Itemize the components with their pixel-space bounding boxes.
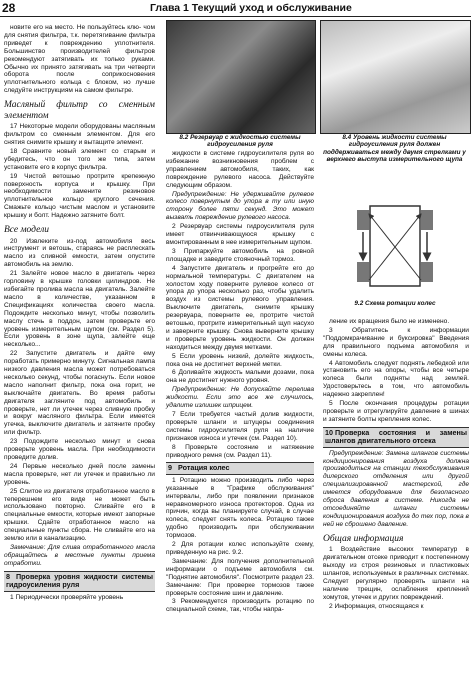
photo-dipstick-level	[320, 20, 471, 134]
figure-caption-8-4: 8.4 Уровень жидкости системы гидроусиления руля должен поддерживаться между двумя стрелками у верхнего выступа измерительного щупа	[323, 134, 466, 164]
paragraph: 2 Для ротации колес используйте схему, приведенную на рис. 9.2.	[166, 541, 314, 556]
paragraph: 25 Слитое из двигателя отработанное масло в теперешнем его виде не может быть использовано повторно. Сливайте его в специальные емкости, которые имеют запорные крышки. Сдайте отработанное масло на специальные пункты сбора. Не сливайте его на землю или в канализацию.	[4, 487, 155, 543]
paragraph: 5 После окончания процедуры ротации проверьте и отрегулируйте давление в шинах и затяните болты крепления колес.	[323, 400, 469, 423]
page-header	[0, 0, 471, 17]
subheading-general-info: Общая информация	[323, 533, 404, 544]
section-heading-10: 10 Проверка состояния и замены шлангов двигательного отсека	[323, 427, 469, 448]
wheel-rotation-diagram	[325, 196, 465, 296]
note: Замечание: Для слива отработанного масла обращайтесь в местные пункты приема отработки.	[4, 543, 155, 567]
paragraph: жидкости в системе гидроусилителя руля во избежание возникновения проблем с управлением автомобиля, таких, как повреждение рулевого насоса. Действуйте следующим образом.	[166, 150, 314, 189]
paragraph: 4 Запустите двигатель и прогрейте его до нормальной температуры. С двигателем на холостом ходу поверните рулевое колесо от упора до упора несколько раз, чтобы удалить воздух из системы рулевого управления. Выключите двигатель, снимите крышку резервуара, поверните ее, протрите чистой ветошью, протрите измерительный щуп насухо и заверните крышку. Снова выверните крышку и проверьте уровень жидкости. Он должен находиться между двумя метками.	[166, 264, 314, 351]
subheading-all-models: Все модели	[4, 225, 49, 236]
warning: Предупреждение: Не допускайте перелива жидкости. Если это все же случилось, удалите излишек шприцем.	[166, 386, 314, 410]
paragraph: 2 Резервуар системы гидроусилителя руля имеет отвинчивающуюся крышку с вмонтированным в нее измерительным щупом.	[166, 223, 314, 246]
paragraph: 18 Сравните новый элемент со старым и убедитесь, что он того же типа, затем установите его в корпус фильтра.	[4, 147, 155, 171]
wheel-rear-left	[357, 262, 369, 282]
paragraph: 3 Припаркуйте автомобиль на ровной площадке и заведите стояночный тормоз.	[166, 247, 314, 263]
figure-caption-9-2: 9.2 Схема ротации колес	[354, 300, 436, 307]
wheel-front-left	[357, 210, 369, 230]
paragraph: 8 Проверьте состояние и натяжение приводного ремня (см. Раздел 11).	[166, 443, 314, 459]
page-number: 28	[2, 1, 16, 15]
paragraph: 22 Запустите двигатель и дайте ему поработать примерно минуту. Сигнальная лампа низкого давления масла может потребоваться несколько секунд, чтобы погаснуть. Если новое масло наполнит фильтр, пока она горит, не выключайте двигатель. Во время работы двигателя загляните под автомобиль и проверьте, нет ли утечек через сливную пробку и вокруг масляного фильтра. Если имеется утечка, выключите двигатель и затяните пробку или фильтр.	[4, 350, 155, 437]
section-heading-8: 8 Проверка уровня жидкости системы гидроусиления руля	[4, 571, 155, 592]
paragraph: 19 Чистой ветошью протрите крепежную поверхность корпуса и крышку. При необходимости замените резиновое уплотнительное кольцо круглого сечения. Смажьте кольцо чистым маслом и установите крышку и болт. Надежно затяните болт.	[4, 172, 155, 220]
paragraph: 23 Подождите несколько минут и снова проверьте уровень масла. При необходимости проведите долив.	[4, 438, 155, 461]
warning: Предупреждение: Не удерживайте рулевое колесо повернутым до упора в ту или иную сторону более пяти секунд. Это может вызвать повреждение рулевого насоса.	[166, 190, 314, 222]
column-left	[4, 24, 155, 602]
paragraph: Замечание: Для получения дополнительной информации о подъеме автомобиля см. "Поднятие автомобиля". Посмотрите раздел 23. Замечание: При проверке тормозов также проверьте состояние шин и давление.	[166, 557, 314, 597]
paragraph: 1 Воздействие высоких температур в двигательном отсеке приводит к постепенному выходу из строя резиновых и пластиковых шлангов, используемых в различных системах. Следует регулярно проверять шланги на наличие трещин, ослабления креплений хомутов, утечек и других повреждений.	[323, 546, 469, 601]
paragraph: 7 Если требуется частый долив жидкости, проверьте шланги и штуцеры соединения системы гидроусилителя руля на наличие признаков износа и утечек (см. Раздел 10).	[166, 411, 314, 442]
wheel-front-right	[421, 210, 433, 230]
column-middle	[166, 150, 314, 615]
paragraph: ление их вращения было не изменено.	[329, 318, 450, 325]
paragraph: 4 Автомобиль следует поднять лебедкой или установить его на опоры, чтобы все четыре колеса были подняты над землей. Удостоверьтесь в том, что автомобиль надежно закреплен!	[323, 359, 469, 399]
chapter-title: Глава 1 Текущий уход и обслуживание	[150, 2, 352, 14]
subheading-oil-filter: Масляный фильтр со сменным элементом	[4, 100, 155, 121]
section-heading-9: 9 Ротация колес	[166, 462, 314, 474]
paragraph: 3 Обратитесь к информации "Поддомкрачивание и буксировка" Введения для правильного подъема автомобиля и смены колеса.	[323, 326, 469, 358]
wheel-rear-right	[421, 262, 433, 282]
paragraph: 1 Ротацию можно производить либо через указанные в "Графике обслуживания" интервалы, либо при появлении признаков неравномерного износа протекторов. Одна из причин, когда вы планируете случай, в случае колеса, следует снять колеса. Ротацию также удобно производить при обслуживании тормозов.	[166, 476, 314, 540]
warning: Предупреждение: Замена шлангов системы кондиционирования воздуха должна производиться на станции техобслуживания дилерского отделения или другой специализированной мастерской, где имеется оборудование для безопасного сброса давления в системе. Никогда не отсоединяйте шланги системы кондиционирования воздуха до тех пор, пока в ней не сброшено давление.	[323, 449, 469, 528]
paragraph: 2 Информация, относящаяся к	[329, 602, 424, 610]
paragraph: 3 Рекомендуется производить ротацию по специальной схеме, так, чтобы напра-	[166, 598, 314, 614]
paragraph: 1 Периодически проверяйте уровень	[10, 593, 124, 601]
paragraph: новите его на место. Не пользуйтесь клю- чом для снятия фильтра, т.к. перетягивание фильтра приведет к повреждению уплотнителя. Большинство производителей фильтров рекомендуют затягивать их только руками. Обычно их принято затягивать на три четверти оборота после соприкосновения уплотнительного кольца с блоком, но лучше следуйте инструкциям на самом фильтре.	[4, 24, 155, 95]
car-body	[370, 206, 420, 286]
paragraph: 17 Некоторые модели оборудованы масляным фильтром со сменным элементом. Для его снятия снимите крышку и вытащите элемент.	[4, 123, 155, 146]
paragraph: 24 Первые несколько дней после замены масла проверьте, нет ли утечек и правильно ли уровень.	[4, 462, 155, 486]
paragraph: 20 Извлеките из-под автомобиля весь инструмент и ветошь, стараясь не расплескать масло из сливной емкости, затем опустите автомобиль на землю.	[4, 237, 155, 269]
paragraph: 6 Доливайте жидкость малыми дозами, пока она не достигнет нужного уровня.	[166, 369, 314, 385]
paragraph: 21 Залейте новое масло в двигатель через горловину в крышке головки цилиндров. Не избегайте пролива масла на двигатель. Залейте масло в количестве, указанном в Спецификациях количества своего масла. Подождите несколько минут, чтобы позволить маслу стечь в поддон, затем проверьте его уровень измерительным щупом (см. Раздел 5). Если уровень в зоне щупа, залейте еще несколько...	[4, 270, 155, 349]
column-right	[323, 318, 469, 611]
photo-power-steering-reservoir	[166, 20, 316, 134]
figure-caption-8-2: 8.2 Резервуар с жидкостью системы гидроусиления руля	[179, 134, 301, 149]
paragraph: 5 Если уровень низкий, долейте жидкость, пока она не достигнет верхней метки.	[166, 352, 314, 368]
